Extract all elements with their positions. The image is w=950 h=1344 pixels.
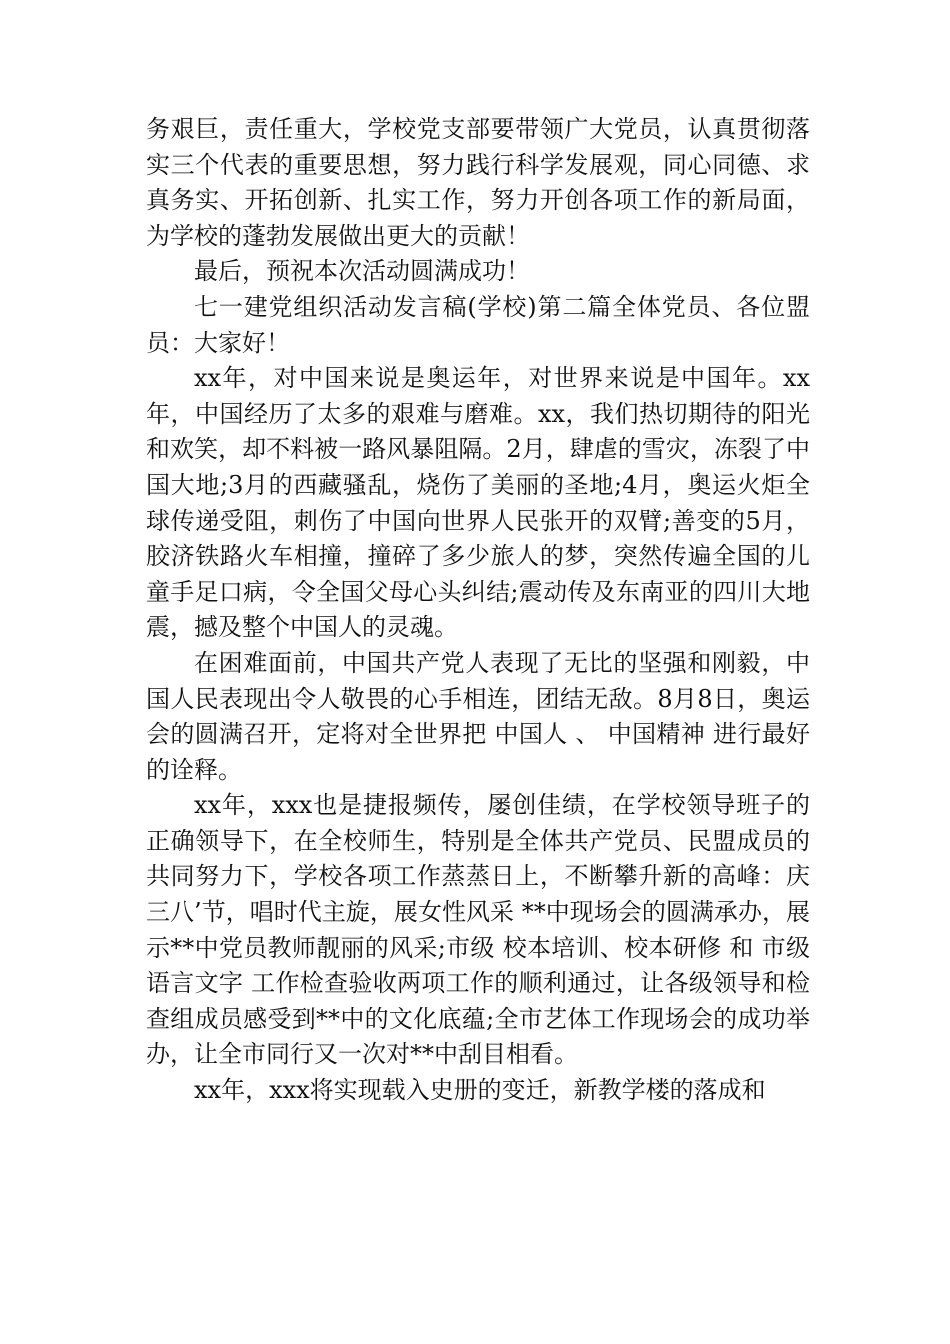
paragraph-difficulties: 在困难面前，中国共产党人表现了无比的坚强和刚毅，中国人民表现出令人敬畏的心手相连，团结无敌。8月8日，奥运会的圆满召开，定将对全世界把 中国人 、 中国精神 进行最好的诠释。: [146, 648, 810, 784]
paragraph-continuation: 务艰巨，责任重大，学校党支部要带领广大党员，认真贯彻落实三个代表的重要思想，努力践行科学发展观，同心同德、求真务实、开拓创新、扎实工作，努力开创各项工作的新局面，为学校的蓬勃发展做出更大的贡献！: [146, 115, 810, 250]
document-page: [146, 112, 810, 1109]
paragraph-school-achievements: xx年，xxx也是捷报频传，屡创佳绩，在学校领导班子的正确领导下，在全校师生，特别是全体共产党员、民盟成员的共同努力下，学校各项工作蒸蒸日上，不断攀升新的高峰：庆 三八’节，唱时代主旋，展女性风采 **中现场会的圆满承办，展示**中党员教师靓丽的风采;市级 校本培训、校本研修 和 市级语言文字 工作检查验收两项工作的顺利通过，让各级领导和检查组成员感受到**中的文化底蕴;全市艺体工作现场会的成功举办，让全市同行又一次对**中刮目相看。: [146, 791, 810, 1069]
paragraph-future-changes: xx年，xxx将实现载入史册的变迁，新教学楼的落成和: [194, 1076, 766, 1105]
paragraph-speech-title: 七一建党组织活动发言稿(学校)第二篇全体党员、各位盟员：大家好！: [146, 292, 810, 357]
paragraph-olympic-year: xx年，对中国来说是奥运年，对世界来说是中国年。xx年，中国经历了太多的艰难与磨难。xx，我们热切期待的阳光和欢笑，却不料被一路风暴阻隔。2月，肆虐的雪灾，冻裂了中国大地;3月的西藏骚乱，烧伤了美丽的圣地;4月，奥运火炬全球传递受阻，刺伤了中国向世界人民张开的双臂;善变的5月，胶济铁路火车相撞，撞碎了多少旅人的梦，突然传遍全国的儿童手足口病，令全国父母心头纠结;震动传及东南亚的四川大地震，撼及整个中国人的灵魂。: [146, 364, 810, 642]
paragraph-closing-wish: 最后，预祝本次活动圆满成功！: [194, 257, 530, 286]
